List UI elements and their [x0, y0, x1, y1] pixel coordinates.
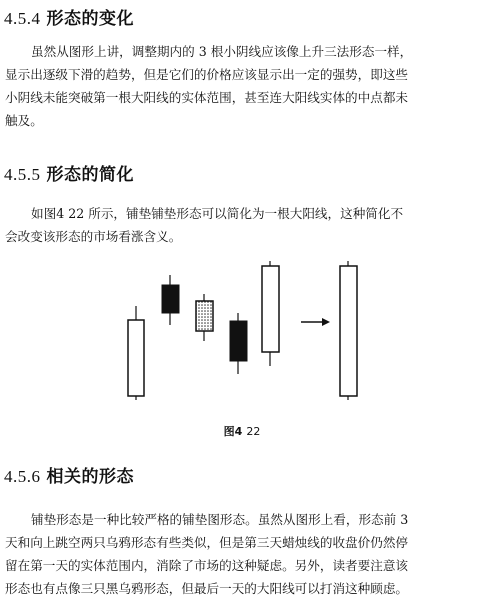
section-title: 形态的简化 — [46, 165, 134, 185]
section-title: 形态的变化 — [46, 9, 134, 29]
paragraph-line: 铺垫形态是一种比较严格的铺垫图形态。虽然从图形上看，形态前 3 — [31, 512, 409, 527]
candle-1-white — [128, 306, 144, 400]
figure-number: 22 — [246, 425, 261, 438]
paragraph-line: 触及。 — [5, 113, 43, 128]
figure-caption — [0, 423, 484, 439]
candle-3-hatched — [196, 294, 213, 341]
paragraph-line: 虽然从图形上讲，调整期内的 3 根小阴线应该像上升三法形态一样， — [31, 44, 413, 59]
paragraph-line: 显示出逐级下滑的趋势，但是它们的价格应该显示出一定的强势，即这些 — [5, 67, 408, 82]
paragraph-4-5-4 — [5, 40, 479, 132]
section-heading-4-5-5 — [4, 160, 134, 185]
section-number: 4.5.6 — [4, 467, 41, 486]
paragraph-line: 天和向上跳空两只乌鸦形态有些类似，但是第三天蜡烛线的收盘价仍然停 — [5, 535, 408, 550]
figure-label: 图4 — [223, 425, 243, 438]
result-candle-white — [340, 261, 357, 400]
candle-2-black — [162, 275, 179, 325]
section-heading-4-5-4 — [4, 4, 134, 29]
paragraph-4-5-5 — [5, 202, 479, 248]
paragraph-line: 如图4 22 所示，铺垫铺垫形态可以简化为一根大阳线，这种简化不 — [31, 206, 404, 221]
paragraph-line: 形态也有点像三只黑乌鸦形态，但最后一天的大阳线可以打消这种顾虑。 — [5, 581, 408, 596]
section-number: 4.5.5 — [4, 165, 41, 184]
paragraph-line: 留在第一天的实体范围内，消除了市场的这种疑虑。另外，读者要注意该 — [5, 558, 408, 573]
candlestick-diagram — [0, 250, 484, 440]
candlestick-figure — [0, 250, 484, 440]
section-heading-4-5-6 — [4, 462, 134, 487]
candle-4-black — [230, 313, 247, 374]
paragraph-line: 会改变该形态的市场看涨含义。 — [5, 229, 182, 244]
candle-5-white — [262, 261, 279, 366]
section-title: 相关的形态 — [46, 467, 134, 487]
paragraph-4-5-6 — [5, 508, 479, 600]
paragraph-line: 小阴线未能突破第一根大阳线的实体范围，甚至连大阳线实体的中点都未 — [5, 90, 408, 105]
section-number: 4.5.4 — [4, 9, 41, 28]
arrow-icon — [301, 318, 330, 326]
